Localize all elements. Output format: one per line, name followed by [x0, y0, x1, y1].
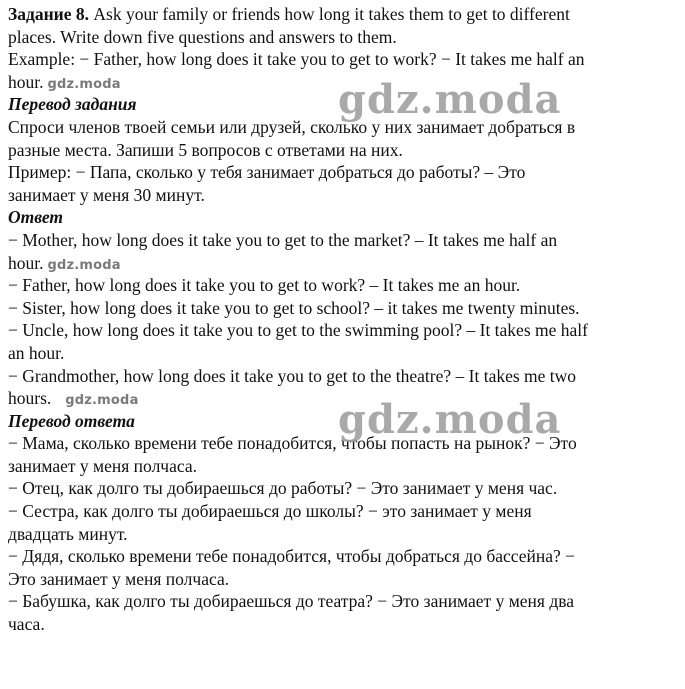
answer-translation-line: − Бабушка, как долго ты добираешься до театра? − Это занимает у меня два	[8, 591, 575, 612]
answer-heading: Ответ	[8, 207, 64, 228]
answer-translation-line: двадцать минут.	[8, 523, 128, 544]
task-line-3: Example: − Father, how long does it take you to get to work? − It takes me half an	[8, 49, 585, 70]
task-translation-line: занимает у меня 30 минут.	[8, 184, 205, 205]
task-text-1: Ask your family or friends how long it takes them to get to different	[89, 4, 570, 24]
answer-line-6: an hour.	[8, 342, 65, 363]
answer-translation-line: занимает у меня полчаса.	[8, 455, 197, 476]
watermark-large: gdz.moda	[338, 396, 562, 443]
task-line-1	[8, 3, 680, 26]
answer-translation-heading: Перевод ответа	[8, 410, 135, 431]
answer-line-5: − Uncle, how long does it take you to get to the swimming pool? – It takes me half	[8, 320, 588, 341]
watermark-large: gdz.moda	[338, 76, 562, 123]
answer-text-8: hours.	[8, 388, 52, 409]
answer-translation-line: − Отец, как долго ты добираешься до работы? − Это занимает у меня час.	[8, 478, 558, 499]
answer-line-4: − Sister, how long does it take you to get to school? – it takes me twenty minutes.	[8, 297, 580, 318]
watermark-small: gdz.moda	[47, 76, 121, 92]
answer-text-2: hour.	[8, 252, 44, 273]
task-translation-line: Спроси членов твоей семьи или друзей, сколько у них занимает добраться в	[8, 116, 576, 137]
answer-line-8	[8, 387, 680, 410]
task-label: Задание 8.	[8, 4, 90, 24]
answer-translation-line: − Сестра, как долго ты добираешься до школы? − это занимает у меня	[8, 501, 532, 522]
watermark-small: gdz.moda	[47, 257, 121, 273]
answer-translation-line: − Дядя, сколько времени тебе понадобится, чтобы добраться до бассейна? −	[8, 546, 576, 567]
task-translation-heading: Перевод задания	[8, 94, 137, 115]
document-body	[8, 3, 680, 636]
task-translation-line: разные места. Запиши 5 вопросов с ответами на них.	[8, 139, 403, 160]
task-line-2: places. Write down five questions and answers to them.	[8, 26, 397, 47]
answer-translation-line: − Мама, сколько времени тебе понадобится, чтобы попасть на рынок? − Это	[8, 433, 577, 454]
answer-line-7: − Grandmother, how long does it take you to get to the theatre? – It takes me two	[8, 365, 577, 386]
task-text-4: hour.	[8, 71, 44, 92]
task-line-4	[8, 71, 680, 94]
answer-translation-line: часа.	[8, 614, 45, 635]
task-translation-line: Пример: − Папа, сколько у тебя занимает добраться до работы? – Это	[8, 162, 526, 183]
answer-line-3: − Father, how long does it take you to get to work? – It takes me an hour.	[8, 275, 521, 296]
answer-translation-line: Это занимает у меня полчаса.	[8, 568, 230, 589]
watermark-small: gdz.moda	[65, 393, 139, 409]
answer-line-1: − Mother, how long does it take you to get to the market? – It takes me half an	[8, 229, 558, 250]
answer-line-2	[8, 252, 680, 275]
